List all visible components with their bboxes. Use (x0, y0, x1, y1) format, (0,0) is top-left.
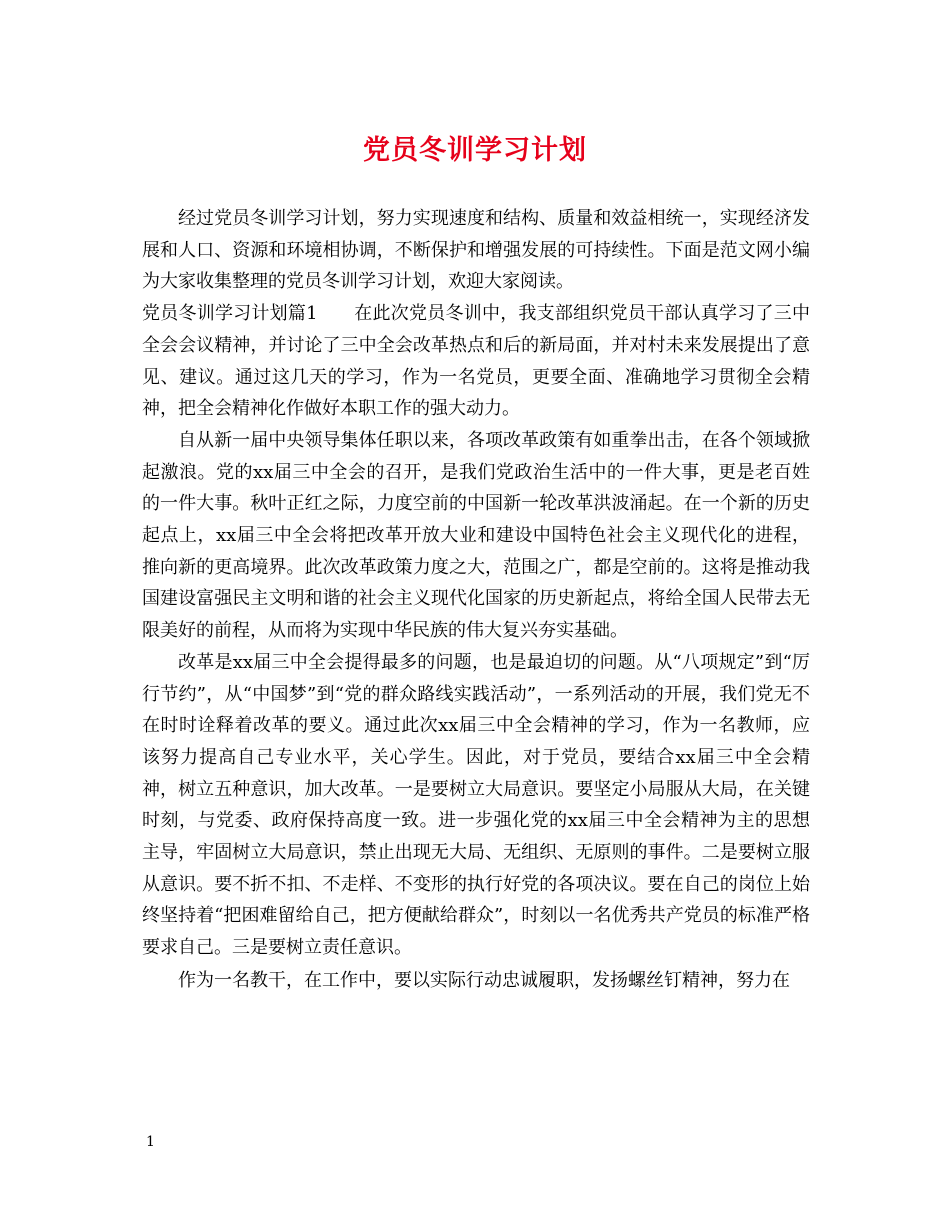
paragraph-reform-awareness: 改革是xx届三中全会提得最多的问题，也是最迫切的问题。从“八项规定”到“厉行节约”，从“中国梦”到“党的群众路线实践活动”，一系列活动的开展，我们党无不在时时诠释着改革的要义。通过此次xx届三中全会精神的学习，作为一名教师，应该努力提高自己专业水平，关心学生。因此，对于党员，要结合xx届三中全会精神，树立五种意识，加大改革。一是要树立大局意识。要坚定小局服从大局，在关键时刻，与党委、政府保持高度一致。进一步强化党的xx届三中全会精神为主的思想主导，牢固树立大局意识，禁止出现无大局、无组织、无原则的事件。二是要树立服从意识。要不折不扣、不走样、不变形的执行好党的各项决议。要在自己的岗位上始终坚持着“把困难留给自己，把方便献给群众”，时刻以一名优秀共产党员的标准严格要求自己。三是要树立责任意识。 (142, 651, 810, 959)
document-body (142, 203, 810, 997)
paragraph-intro: 经过党员冬训学习计划，努力实现速度和结构、质量和效益相统一，实现经济发展和人口、资源和环境相协调，不断保护和增强发展的可持续性。下面是范文网小编为大家收集整理的党员冬训学习计划，欢迎大家阅读。 (142, 208, 810, 293)
page-number: 1 (146, 1134, 155, 1150)
paragraph-reform-policy: 自从新一届中央领导集体任职以来，各项改革政策有如重拳出击，在各个领域掀起激浪。党的xx届三中全会的召开，是我们党政治生活中的一件大事，更是老百姓的一件大事。秋叶正红之际，力度空前的中国新一轮改革洪波涌起。在一个新的历史起点上，xx届三中全会将把改革开放大业和建设中国特色社会主义现代化的进程，推向新的更高境界。此次改革政策力度之大，范围之广，都是空前的。这将是推动我国建设富强民主文明和谐的社会主义现代化国家的历史新起点，将给全国人民带去无限美好的前程，从而将为实现中华民族的伟大复兴夯实基础。 (142, 429, 810, 642)
document-title: 党员冬训学习计划 (363, 135, 587, 166)
paragraph-section-1: 党员冬训学习计划篇1 在此次党员冬训中，我支部组织党员干部认真学习了三中全会会议精神，并讨论了三中全会改革热点和后的新局面，并对村未来发展提出了意见、建议。通过这几天的学习，作为一名党员，更要全面、准确地学习贯彻全会精神，把全会精神化作做好本职工作的强大动力。 (142, 303, 810, 420)
paragraph-teacher-duty: 作为一名教干，在工作中，要以实际行动忠诚履职，发扬螺丝钉精神，努力在 (178, 969, 790, 991)
